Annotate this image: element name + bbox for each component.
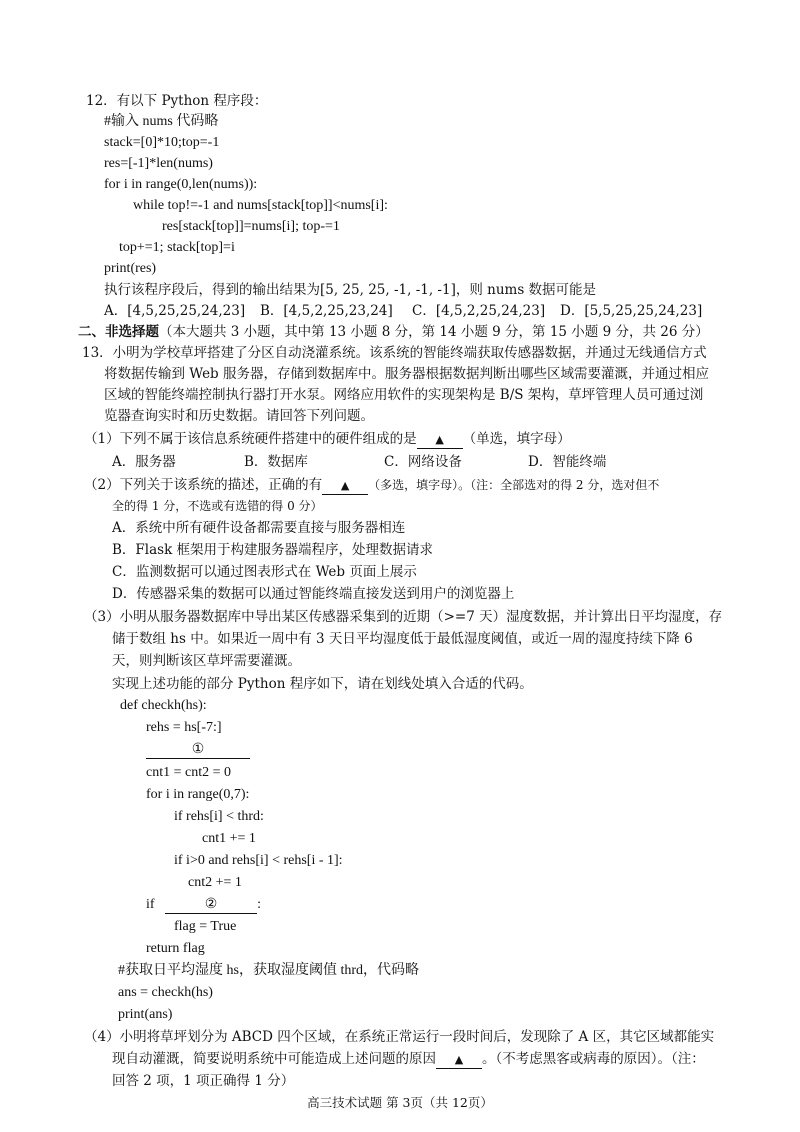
- code-comment: #获取日平均湿度 hs，获取湿度阈值 thrd，代码略: [118, 963, 419, 978]
- q13-part3-line: 实现上述功能的部分 Python 程序如下，请在划线处填入合适的代码。: [112, 676, 533, 692]
- q12-option-a: A．[4,5,25,25,24,23]: [104, 303, 246, 319]
- code-def: def checkh(hs):: [120, 698, 207, 713]
- q13-part3-line: （3）小明从服务器数据库中导出某区传感器采集到的近期（>=7 天）湿度数据，并计算出日平均湿度，存: [84, 609, 723, 625]
- triangle-marker: ▲: [435, 433, 444, 446]
- q12-code-line: top+=1; stack[top]=i: [119, 240, 235, 255]
- q13-part4-text: 现自动灌溉，简要说明系统中可能造成上述问题的原因: [112, 1051, 436, 1067]
- q13-part3-line: 储于数组 hs 中。如果近一周中有 3 天日平均湿度低于最低湿度阈值，或近一周的湿度持续下降 6: [112, 631, 693, 647]
- q13-intro-line: 13．小明为学校草坪搭建了分区自动浇灌系统。该系统的智能终端获取传感器数据，并通过无线通信方式: [82, 345, 707, 361]
- q13-part4-line3: 回答 2 项，1 项正确得 1 分）: [112, 1073, 295, 1089]
- q13-intro-line: 区域的智能终端控制执行器打开水泵。网络应用软件的实现架构是 B/S 架构，草坪管理人员可通过浏: [104, 387, 704, 403]
- q13-p2-option-c: C．监测数据可以通过图表形式在 Web 页面上展示: [112, 564, 417, 580]
- code-print: print(ans): [118, 1007, 173, 1022]
- code-ans: ans = checkh(hs): [118, 985, 213, 1000]
- q13-part4-line1: （4）小明将草坪划分为 ABCD 四个区域，在系统正常运行一段时间后，发现除了 A 区，其它区域都能实: [84, 1029, 715, 1045]
- q13-part1: [84, 430, 571, 449]
- code-cnt1: cnt1 += 1: [202, 831, 256, 846]
- q13-p1-option-c: C．网络设备: [384, 454, 462, 470]
- code-if-keyword: if: [146, 897, 155, 912]
- code-cnt2: cnt2 += 1: [188, 875, 242, 890]
- q13-part3-line: 天，则判断该区草坪需要灌溉。: [112, 653, 301, 669]
- q13-part4-line2: [112, 1050, 705, 1069]
- answer-blank[interactable]: [436, 1051, 482, 1069]
- code-return: return flag: [146, 941, 205, 956]
- blank-number: ①: [191, 742, 205, 757]
- q12-option-d: D．[5,5,25,25,24,23]: [560, 303, 703, 319]
- q13-part2-text: （2）下列关于该系统的描述，正确的有: [84, 477, 323, 493]
- code-blank-1[interactable]: [146, 741, 250, 759]
- q13-p2-option-a: A．系统中所有硬件设备都需要直接与服务器相连: [112, 520, 406, 536]
- answer-blank-1[interactable]: [146, 742, 250, 759]
- answer-blank-2[interactable]: [165, 897, 257, 914]
- q13-part2: [84, 476, 659, 495]
- q13-p1-option-b: B．数据库: [244, 454, 308, 470]
- answer-blank[interactable]: [417, 431, 463, 449]
- code-if2: if i>0 and rehs[i] < rehs[i - 1]:: [174, 853, 343, 868]
- q12-code-line: res=[-1]*len(nums): [104, 156, 213, 171]
- triangle-marker: ▲: [340, 479, 350, 492]
- code-rehs: rehs = hs[-7:]: [146, 720, 222, 735]
- q13-p2-option-b: B．Flask 框架用于构建服务器端程序，处理数据请求: [112, 542, 434, 558]
- triangle-marker: ▲: [454, 1053, 464, 1066]
- code-if1: if rehs[i] < thrd:: [174, 809, 264, 824]
- page-footer: 高三技术试题 第 3页（共 12页）: [307, 1095, 493, 1110]
- q13-p1-option-a: A．服务器: [112, 454, 176, 470]
- q12-code-line: print(res): [104, 261, 157, 276]
- q13-intro-line: 览器查询实时和历史数据。请回答下列问题。: [104, 408, 374, 424]
- q13-part4-hint: 。（不考虑黑客或病毒的原因）。（注：: [482, 1051, 705, 1067]
- blank-number: ②: [204, 897, 218, 912]
- code-flag: flag = True: [174, 919, 237, 934]
- q12-option-c: C．[4,5,2,25,24,23]: [412, 303, 546, 319]
- q12-prompt: 执行该程序段后，得到的输出结果为[5, 25, 25, -1, -1, -1]，则 nums 数据可能是: [104, 282, 597, 298]
- q13-p2-option-d: D．传感器采集的数据可以通过智能终端直接发送到用户的浏览器上: [112, 586, 515, 602]
- code-for: for i in range(0,7):: [146, 787, 250, 802]
- q12-stem: 12．有以下 Python 程序段：: [86, 93, 268, 109]
- q13-part1-hint: （单选，填字母）: [462, 431, 571, 447]
- code-cnt: cnt1 = cnt2 = 0: [146, 765, 231, 780]
- q12-code-line: while top!=-1 and nums[stack[top]]<nums[i]:: [133, 198, 388, 213]
- q13-part2-line2: 全的得 1 分，不选或有选错的得 0 分）: [112, 499, 323, 513]
- q12-code-line: stack=[0]*10;top=-1: [104, 135, 220, 150]
- q12-code-line: #输入 nums 代码略: [104, 114, 219, 129]
- q13-part2-hint: （多选，填字母）。（注：全部选对的得 2 分，选对但不: [368, 478, 660, 492]
- q12-code-line: for i in range(0,len(nums)):: [104, 177, 258, 192]
- q13-intro-line: 将数据传输到 Web 服务器，存储到数据库中。服务器根据数据判断出哪些区域需要灌溉，并通过相应: [104, 366, 709, 382]
- answer-blank[interactable]: [322, 477, 368, 495]
- q13-part1-text: （1）下列不属于该信息系统硬件搭建中的硬件组成的是: [84, 431, 417, 447]
- section-info: （本大题共 3 小题，其中第 13 小题 8 分，第 14 小题 9 分，第 15 小题 9 分，共 26 分）: [159, 324, 709, 340]
- section-heading: [78, 323, 709, 341]
- code-colon: :: [257, 897, 261, 912]
- q13-p1-option-d: D．智能终端: [528, 454, 607, 470]
- q12-option-b: B．[4,5,2,25,23,24]: [260, 303, 393, 319]
- q12-code-line: res[stack[top]]=nums[i]; top-=1: [162, 219, 340, 234]
- section-label: 二、非选择题: [78, 324, 159, 340]
- code-if3: [146, 896, 261, 914]
